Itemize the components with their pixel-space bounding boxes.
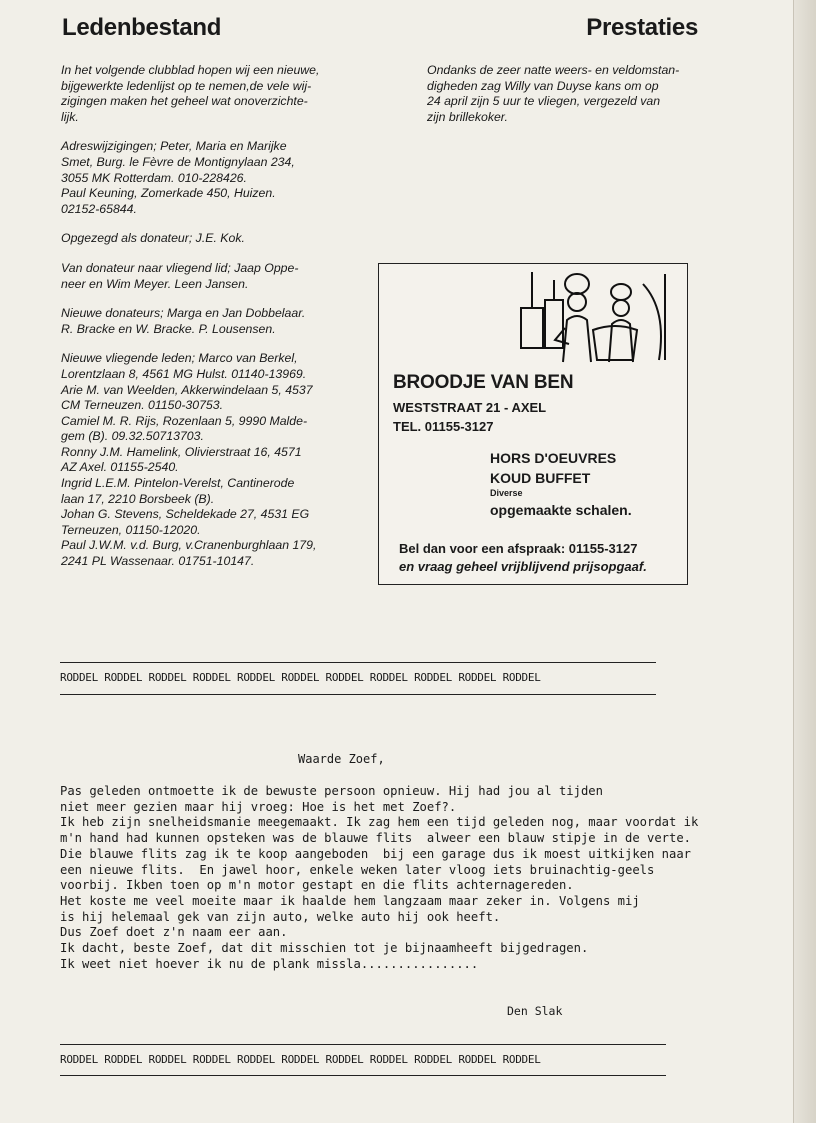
ad-business-name: BROODJE VAN BEN bbox=[393, 372, 574, 393]
intro-paragraph: In het volgende clubblad hopen wij een nieuwe, bijgewerkte ledenlijst op te nemen,de vele wij- zigingen maken het geheel wat onoverzichte- lijk. bbox=[61, 63, 320, 124]
bottom-rule-2 bbox=[60, 1075, 666, 1076]
roddel-banner-bottom: RODDEL RODDEL RODDEL RODDEL RODDEL RODDEL RODDEL RODDEL RODDEL RODDEL RODDEL bbox=[60, 1053, 541, 1066]
new-donors-paragraph: Nieuwe donateurs; Marga en Jan Dobbelaar. R. Bracke en W. Bracke. P. Lousensen. bbox=[61, 306, 306, 336]
top-rule-1 bbox=[60, 662, 656, 663]
new-members-paragraph: Nieuwe vliegende leden; Marco van Berkel, Lorentzlaan 8, 4561 MG Hulst. 01140-13969. Arie M. van Weelden, Akkerwindelaan 5, 4537 CM Terneuzen. 01150-30753. Camiel M. R. Rijs, Rozenlaan 5, 9990 Malde- gem (B). 09.32.50713703. Ronny J.M. Hamelink, Olivierstraat 16, 4571 AZ Axel. 01155-2540. Ingrid L.E.M. Pintelon-Verelst, Cantinerode laan 17, 2210 Borsbeek (B). Johan G. Stevens, Scheldekade 27, 4531 EG Terneuzen, 01150-12020. Paul J.W.M. v.d. Burg, v.Cranenburghlaan 179, 2241 PL Wassenaar. 01751-10147. bbox=[61, 351, 317, 569]
letter-body: Pas geleden ontmoette ik de bewuste persoon opnieuw. Hij had jou al tijden niet meer gezien maar hij vroeg: Hoe is het met Zoef?. Ik heb zijn snelheidsmanie meegemaakt. Ik zag hem een tijd geleden nog, maar voordat ik m'n hand had kunnen opsteken was de blauwe flits alweer een blauw stipje in de verte. Die blauwe flits zag ik te koop aangeboden bij een garage dus ik moest uitkijken naar een nieuwe flits. En jawel hoor, enkele weken later vloog iets bruinachtig-geels voorbij. Ikben toen op m'n motor gestapt en die flits achternagereden. Het koste me veel moeite maar ik haalde hem langzaam maar zeker in. Volgens mij is hij helemaal gek van zijn auto, welke auto hij ook heeft. Dus Zoef doet z'n naam eer aan. Ik dacht, beste Zoef, dat dit misschien tot je bijnaamheeft bijgedragen. Ik weet niet hoever ik nu de plank missla................ bbox=[60, 784, 699, 971]
donor-to-flyer-paragraph: Van donateur naar vliegend lid; Jaap Oppe- neer en Wim Meyer. Leen Jansen. bbox=[61, 260, 299, 291]
chefs-icon bbox=[515, 270, 675, 366]
ad-offer-diverse: Diverse bbox=[490, 488, 523, 498]
cancelled-paragraph: Opgezegd als donateur; J.E. Kok. bbox=[61, 231, 245, 246]
page-spine bbox=[793, 0, 816, 1123]
ad-offer-hors: HORS D'OEUVRES bbox=[490, 450, 617, 466]
prestaties-text: Ondanks de zeer natte weers- en veldomstan- digheden zag Willy van Duyse kans om op 24 april zijn 5 uur te vliegen, vergezeld van zijn brillekoker. bbox=[427, 63, 680, 124]
ad-quote-request: en vraag geheel vrijblijvend prijsopgaaf. bbox=[399, 559, 647, 574]
ledenbestand-column bbox=[61, 63, 361, 584]
ledenbestand-heading: Ledenbestand bbox=[62, 14, 222, 41]
ad-offer-buffet: KOUD BUFFET bbox=[490, 470, 591, 486]
ad-address: WESTSTRAAT 21 - AXEL bbox=[393, 400, 547, 415]
prestaties-heading: Prestaties bbox=[586, 14, 698, 41]
ad-offer-schalen: opgemaakte schalen. bbox=[490, 502, 632, 518]
address-changes-paragraph: Adreswijzigingen; Peter, Maria en Marijke Smet, Burg. le Fèvre de Montignylaan 234, 3055 MK Rotterdam. 010-228426. Paul Keuning, Zomerkade 450, Huizen. 02152-65844. bbox=[61, 139, 295, 216]
roddel-banner-top: RODDEL RODDEL RODDEL RODDEL RODDEL RODDEL RODDEL RODDEL RODDEL RODDEL RODDEL bbox=[60, 671, 541, 684]
bleed-through bbox=[20, 30, 34, 94]
advertisement-box bbox=[378, 263, 688, 585]
letter-signature: Den Slak bbox=[507, 1004, 563, 1018]
top-rule-2 bbox=[60, 694, 656, 695]
ad-phone: TEL. 01155-3127 bbox=[393, 419, 494, 434]
bottom-rule-1 bbox=[60, 1044, 666, 1045]
ad-call-to-action: Bel dan voor een afspraak: 01155-3127 bbox=[399, 541, 638, 556]
letter-greeting: Waarde Zoef, bbox=[298, 752, 385, 766]
